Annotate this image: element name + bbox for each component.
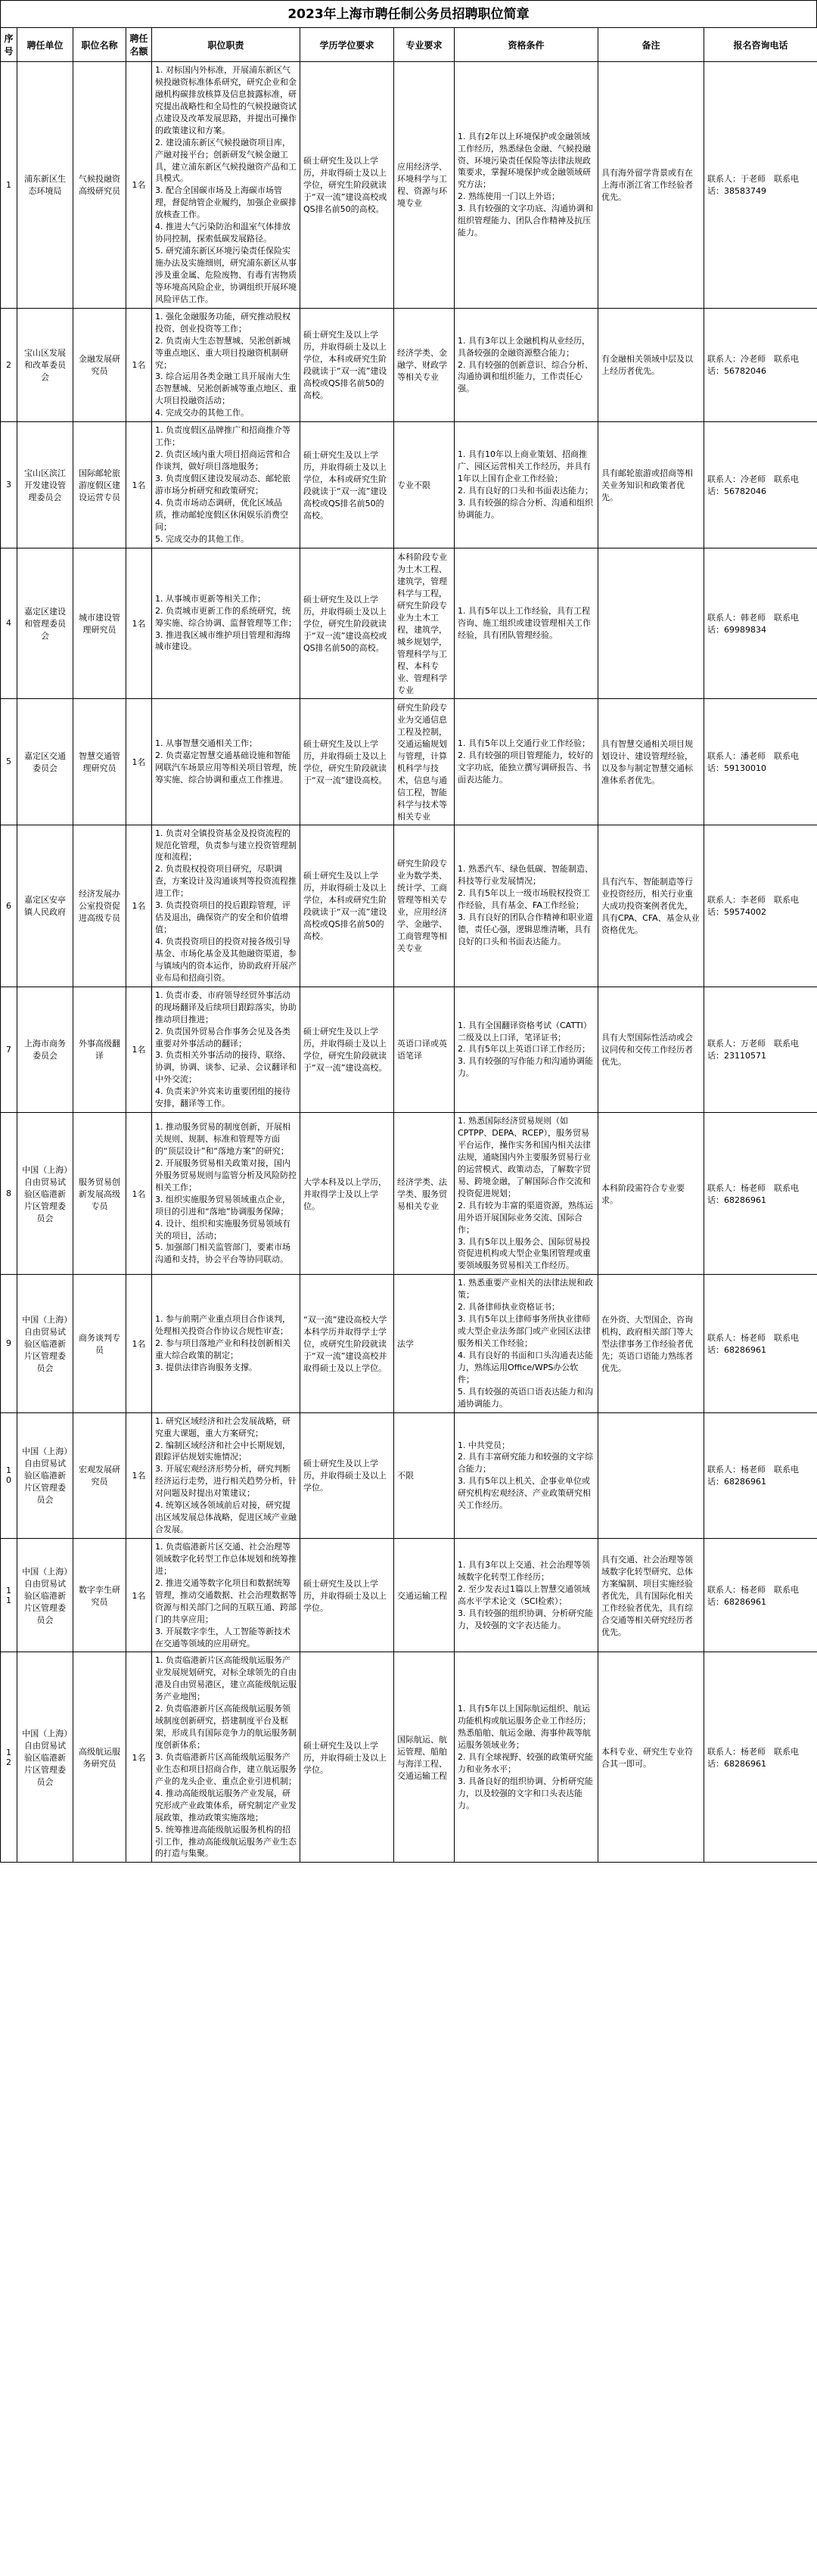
row-education: 硕士研究生及以上学历，并取得硕士及以上学位，研究生阶段就读于“双一流”建设高校。: [300, 987, 394, 1112]
row-remark: 具有大型国际性活动或会议同传和交传工作经历者优先。: [598, 987, 704, 1112]
row-phone: 联系人：杨老师 联系电话：68286961: [704, 1412, 817, 1538]
row-position: 城市建设管理研究员: [73, 548, 126, 698]
table-row: [1, 1652, 817, 1863]
row-position: 商务谈判专员: [73, 1275, 126, 1412]
table-row: [1, 422, 817, 548]
row-remark: [598, 1412, 704, 1538]
row-education: 硕士研究生及以上学历，并取得硕士及以上学位。: [300, 1412, 394, 1538]
row-major: 经济学类、金融学、财政学等相关专业: [394, 308, 455, 421]
row-no: 3: [1, 422, 17, 548]
row-no: 2: [1, 308, 17, 421]
row-phone: 联系人：杨老师 联系电话：68286961: [704, 1652, 817, 1863]
row-remark: 有金融相关领域中层及以上经历者优先。: [598, 308, 704, 421]
row-no: 5: [1, 698, 17, 825]
row-education: 硕士研究生及以上学历，并取得硕士及以上学位，研究生阶段就读于“双一流”建设高校或QS排名前50的高校。: [300, 62, 394, 309]
row-phone: 联系人：冷老师 联系电话：56782046: [704, 308, 817, 421]
header-count: 聘任名额: [126, 28, 152, 62]
row-position: 经济发展办公室投资促进高级专员: [73, 825, 126, 987]
row-count: 1名: [126, 987, 152, 1112]
row-no: 1: [1, 62, 17, 309]
row-education: 硕士研究生及以上学历，并取得硕士及以上学位，本科或研究生阶段就读于“双一流”建设高校或QS排名前50的高校。: [300, 308, 394, 421]
row-qualification: 1. 熟悉重要产业相关的法律法规和政策； 2. 具备律师执业资格证书； 3. 具有5年以上律师事务所执业律师或大型企业法务部门或产业园区法律服务相关工作经验； 4. 具有良好的书面和口头沟通表达能力，熟练运用Office/WPS办公软件； 5. 具有较强的英语口语表达能力和沟通协调能力。: [455, 1275, 598, 1412]
header-education: 学历学位要求: [300, 28, 394, 62]
row-position: 国际邮轮旅游度假区建设运营专员: [73, 422, 126, 548]
header-unit: 聘任单位: [17, 28, 73, 62]
row-count: 1名: [126, 825, 152, 987]
header-no: 序号: [1, 28, 17, 62]
row-major: 法学: [394, 1275, 455, 1412]
row-position: 气候投融资高级研究员: [73, 62, 126, 309]
row-unit: 嘉定区建设和管理委员会: [17, 548, 73, 698]
row-education: 硕士研究生及以上学历，并取得硕士及以上学位。: [300, 1539, 394, 1652]
table-row: [1, 987, 817, 1112]
row-qualification: 1. 熟悉汽车、绿色低碳、智能制造、科技等行业发展情况； 2. 具有5年以上一级市场股权投资工作经验，具有基金、FA工作经验； 3. 具有良好的团队合作精神和职业道德，责任心强，逻辑思维清晰，具有良好的口头和书面表达能力。: [455, 825, 598, 987]
row-position: 服务贸易创新发展高级专员: [73, 1113, 126, 1275]
row-position: 外事高级翻译: [73, 987, 126, 1112]
row-education: 硕士研究生及以上学历，并取得硕士及以上学位，研究生阶段就读于“双一流”建设高校。: [300, 698, 394, 825]
row-remark: 具有汽车、智能制造等行业投资经历，相关行业重大成功投资案例者优先，具有CPA、CFA、基金从业资格优先。: [598, 825, 704, 987]
table-row: [1, 825, 817, 987]
row-education: 大学本科及以上学历，并取得学士及以上学位。: [300, 1113, 394, 1275]
row-count: 1名: [126, 548, 152, 698]
row-unit: 上海市商务委员会: [17, 987, 73, 1112]
table-body: [1, 62, 817, 1863]
row-major: 应用经济学、环境科学与工程、资源与环境专业: [394, 62, 455, 309]
header-qualification: 资格条件: [455, 28, 598, 62]
row-remark: 具有交通、社会治理等领域数字化转型研究、总体方案编制、项目实施经验者优先，具有国际化相关工作经验者优先，具有综合交通等相关研究经历者优先。: [598, 1539, 704, 1652]
row-qualification: 1. 具有3年以上交通、社会治理等领域数字化转型工作经历； 2. 至少发表过1篇以上智慧交通领域高水平学术论文（SCI检索）； 3. 具有较强的组织协调、分析研究能力，及较强的文字表达能力。: [455, 1539, 598, 1652]
header-position: 职位名称: [73, 28, 126, 62]
row-unit: 中国（上海）自由贸易试验区临港新片区管理委员会: [17, 1113, 73, 1275]
row-unit: 中国（上海）自由贸易试验区临港新片区管理委员会: [17, 1652, 73, 1863]
row-phone: 联系人：李老师 联系电话：59574002: [704, 825, 817, 987]
row-phone: 联系人：韩老师 联系电话：69989834: [704, 548, 817, 698]
row-unit: 中国（上海）自由贸易试验区临港新片区管理委员会: [17, 1412, 73, 1538]
row-major: 研究生阶段专业为交通信息工程及控制，交通运输规划与管理，计算机科学与技术，信息与通信工程，智能科学与技术等相关专业: [394, 698, 455, 825]
row-duties: 1. 负责临港新片区交通、社会治理等领域数字化转型工作总体规划和统筹推进； 2. 推进交通等数字化项目和数据统筹管理，推动交通数据、社会治理数据等资源与相关部门之间的互联互通、跨部门的共享应用； 3. 开展数字孪生，人工智能等新技术在交通等领域的应用研究。: [152, 1539, 300, 1652]
row-qualification: 1. 具有5年以上国际航运组织、航运功能机构或航运服务企业工作经历；熟悉船舶、航运金融、海事仲裁等航运服务领域业务； 2. 具有全球视野、较强的政策研究能力和业务水平； 3. 具备良好的组织协调、分析研究能力，以及较强的文字和口头表达能力。: [455, 1652, 598, 1863]
row-no: 10: [1, 1412, 17, 1538]
row-qualification: 1. 具有10年以上商业策划、招商推广、园区运营相关工作经历，并具有1年以上国有企业工作经验； 2. 具有良好的口头和书面表达能力； 3. 具有较强的综合分析、沟通和组织协调能力。: [455, 422, 598, 548]
row-education: 硕士研究生及以上学历，并取得硕士及以上学位，本科或研究生阶段就读于“双一流”建设高校或QS排名前50的高校。: [300, 422, 394, 548]
row-remark: 具有邮轮旅游或招商等相关业务知识和政策者优先。: [598, 422, 704, 548]
row-position: 智慧交通管理研究员: [73, 698, 126, 825]
row-count: 1名: [126, 1412, 152, 1538]
header-major: 专业要求: [394, 28, 455, 62]
row-no: 6: [1, 825, 17, 987]
row-phone: 联系人：冷老师 联系电话：56782046: [704, 422, 817, 548]
row-unit: 嘉定区交通委员会: [17, 698, 73, 825]
row-duties: 1. 负责市委、市府领导经贸外事活动的现场翻译及后续项目跟踪落实，协助推动项目推进； 2. 负责国外贸易合作事务会见及各类重要对外事活动的翻译； 3. 负责相关外事活动的接待、联络、协调，协调、谈参、记录、会议翻译和中外交流； 4. 负责来沪外宾来访重要团组的接待安排，翻译等工作。: [152, 987, 300, 1112]
row-count: 1名: [126, 1652, 152, 1863]
row-duties: 1. 负责对全镇投资基金及投资流程的规范化管理，负责参与建立投资管理制度和流程； 2. 负责股权投资项目研究，尽职调查，方案设计及沟通谈判等投资流程推进工作； 3. 负责投资项目的投后跟踪管理，评估及退出，确保资产的安全和价值增值； 4. 负责投资项目的投资对接各级引导基金、市场化基金及其他融资渠道，参与镇域内的资本运作，协助政府开展产业布局和招商引资。: [152, 825, 300, 987]
row-qualification: 1. 中共党员； 2. 具有丰富研究能力和较强的文字综合能力； 3. 具有5年以上机关、企事业单位或研究机构宏观经济、产业政策研究相关工作经历。: [455, 1412, 598, 1538]
row-remark: 本科专业、研究生专业符合其一即可。: [598, 1652, 704, 1863]
row-qualification: 1. 具有2年以上环境保护或金融领域工作经历，熟悉绿色金融、气候投融资、环境污染责任保险等法律法规政策要求，掌握环境保护或金融领域研究方法； 2. 熟练使用一门以上外语； 3. 具有较强的文字功底、沟通协调和组织管理能力、团队合作精神及抗压能力。: [455, 62, 598, 309]
row-unit: 中国（上海）自由贸易试验区临港新片区管理委员会: [17, 1539, 73, 1652]
table-row: [1, 1113, 817, 1275]
row-remark: 本科阶段需符合专业要求。: [598, 1113, 704, 1275]
row-position: 数字孪生研究员: [73, 1539, 126, 1652]
row-major: 交通运输工程: [394, 1539, 455, 1652]
table-row: [1, 1412, 817, 1538]
row-phone: 联系人：杨老师 联系电话：68286961: [704, 1113, 817, 1275]
table-row: [1, 62, 817, 309]
row-unit: 宝山区发展和改革委员会: [17, 308, 73, 421]
row-no: 12: [1, 1652, 17, 1863]
row-unit: 中国（上海）自由贸易试验区临港新片区管理委员会: [17, 1275, 73, 1412]
row-duties: 1. 研究区域经济和社会发展战略，研究重大课题，重大方案研究； 2. 编制区域经济和社会中长期规划，跟踪评估规划实施情况； 3. 开展宏观经济形势分析，研究判断经济运行走势，进行相关趋势分析，针对问题及时提出对策建议； 4. 统筹区域各领域前后对接，研究提出区域发展总体战略，促进区域产业融合发展。: [152, 1412, 300, 1538]
row-major: 英语口译或英语笔译: [394, 987, 455, 1112]
row-duties: 1. 负责临港新片区高能级航运服务产业发展规划研究，对标全球领先的自由港及自由贸易港区，建立高能级航运服务产业地图； 2. 负责临港新片区高能级航运服务领域制度创新研究，搭建制度平台及框架，形成具有国际竞争力的航运服务制度创新体系； 3. 负责临港新片区高能级航运服务产业生态和项目招商合作，建立航运服务产业的龙头企业、重点企业引进机制； 4. 推动高能级航运服务产业发展，研究形成产业政策体系，研究制定产业发展政策，推动政策实施落地； 5. 统筹推进高能级航运服务机构的招引工作，推动高能级航运服务产业生态的打造与集聚。: [152, 1652, 300, 1863]
table-header-row: [1, 28, 817, 62]
row-position: 金融发展研究员: [73, 308, 126, 421]
row-position: 宏观发展研究员: [73, 1412, 126, 1538]
row-count: 1名: [126, 1539, 152, 1652]
row-major: 经济学类、法学类、服务贸易相关专业: [394, 1113, 455, 1275]
row-no: 11: [1, 1539, 17, 1652]
row-unit: 宝山区滨江开发建设管理委员会: [17, 422, 73, 548]
row-education: 硕士研究生及以上学历，并取得硕士及以上学位，研究生阶段就读于“双一流”建设高校或QS排名前50的高校。: [300, 548, 394, 698]
header-remark: 备注: [598, 28, 704, 62]
row-qualification: 1. 具有3年以上金融机构从业经历，具备较强的金融资源整合能力； 2. 具有较强的创新意识、综合分析、沟通协调和组织能力，工作责任心强。: [455, 308, 598, 421]
row-major: 专业不限: [394, 422, 455, 548]
row-qualification: 1. 具有5年以上工作经验，具有工程咨询、施工组织或建设管理相关工作经验，具有团队管理经验。: [455, 548, 598, 698]
row-no: 8: [1, 1113, 17, 1275]
row-no: 4: [1, 548, 17, 698]
row-phone: 联系人：潘老师 联系电话：59130010: [704, 698, 817, 825]
row-remark: [598, 548, 704, 698]
row-duties: 1. 从事城市更新等相关工作； 2. 负责城市更新工作的系统研究，统筹实施、综合协调、监督管理等工作； 3. 推进我区城市维护项目管理和海绵城市建设。: [152, 548, 300, 698]
table-row: [1, 698, 817, 825]
row-count: 1名: [126, 422, 152, 548]
table-row: [1, 548, 817, 698]
row-phone: 联系人：于老师 联系电话：38583749: [704, 62, 817, 309]
header-phone: 报名咨询电话: [704, 28, 817, 62]
row-unit: 嘉定区安亭镇人民政府: [17, 825, 73, 987]
table-row: [1, 1275, 817, 1412]
row-remark: 具有海外留学背景或有在上海市浙江省工作经验者优先。: [598, 62, 704, 309]
row-unit: 浦东新区生态环境局: [17, 62, 73, 309]
row-count: 1名: [126, 698, 152, 825]
row-duties: 1. 从事智慧交通相关工作； 2. 负责嘉定智慧交通基础设施和智能网联汽车场景应用等相关项目管理，统筹实施、综合协调和重点工作推进。: [152, 698, 300, 825]
row-duties: 1. 对标国内外标准，开展浦东新区气候投融资标准体系研究，研究企业和金融机构碳排放核算及信息披露标准，研究提出战略性和全局性的气候投融资试点建设及改革发展思路，并提出可操作的政策建议和方案。 2. 建设浦东新区气候投融资项目库，产融对接平台；创新研发气候金融工具，建立浦东新区气候投融资产品和工具模式。 3. 配合全国碳市场及上海碳市场管理，督促纳管企业履约，加强企业碳排放核查工作。 4. 推进大气污染防治和温室气体排放协同控制，探索低碳发展路径。 5. 研究浦东新区环境污染责任保险实施办法及实施细则，研究浦东新区从事涉及重金属、危险废物、有毒有害物质等环境高风险企业，协调组织开展环境风险评估工作。: [152, 62, 300, 309]
row-no: 7: [1, 987, 17, 1112]
positions-table: [0, 27, 817, 1863]
row-remark: 在外资、大型国企、咨询机构、政府相关部门等大型法律事务工作经验者优先；英语口语能力熟练者优先。: [598, 1275, 704, 1412]
row-count: 1名: [126, 1275, 152, 1412]
row-education: 硕士研究生及以上学历，并取得硕士及以上学位。: [300, 1652, 394, 1863]
row-duties: 1. 负责度假区品牌推广和招商推介等工作； 2. 负责区域内重大项目招商运营和合作谈判，做好项目落地服务； 3. 负责度假区建设发展动态、邮轮旅游市场分析研究和政策研究； 4. 负责市场动态调研，优化区域品质，推动邮轮度假区休闲娱乐消费空间； 5. 完成交办的其他工作。: [152, 422, 300, 548]
row-education: 硕士研究生及以上学历，并取得硕士及以上学位，本科或研究生阶段就读于“双一流”建设高校或QS排名前50的高校。: [300, 825, 394, 987]
row-phone: 联系人：万老师 联系电话：23110571: [704, 987, 817, 1112]
row-major: 研究生阶段专业为数学类、统计学、工商管理等相关专业，应用经济学、金融学、工商管理等相关专业: [394, 825, 455, 987]
row-qualification: 1. 具有全国翻译资格考试（CATTI）二级及以上口译，笔译证书； 2. 具有5年以上英语口译工作经历； 3. 具有较强的写作能力和沟通协调能力。: [455, 987, 598, 1112]
table-row: [1, 308, 817, 421]
row-qualification: 1. 熟悉国际经济贸易规则（如CPTPP、DEPA、RCEP），服务贸易平台运作，操作实务和国内相关法律法规，通晓国内外主要服务贸易行业的运营模式、政策动态，了解数字贸易、跨境金融，了解国际合作交流和投资促进规划； 2. 具有较为丰富的渠道资源，熟练运用外语开展国际业务交流、国际合作； 3. 具有5年以上服务会、国际贸易投资促进机构或大型企业集团管理或重要领域服务贸易相关工作经历。: [455, 1113, 598, 1275]
row-phone: 联系人：杨老师 联系电话：68286961: [704, 1539, 817, 1652]
row-position: 高级航运服务研究员: [73, 1652, 126, 1863]
row-major: 不限: [394, 1412, 455, 1538]
row-count: 1名: [126, 1113, 152, 1275]
row-duties: 1. 推动服务贸易的制度创新，开展相关规则、规制、标准和管理等方面的“顶层设计”和“落地方案”的研究； 2. 开展服务贸易相关政策对接，国内外服务贸易规则与监管分析及风险防控相关工作； 3. 组织实施服务贸易领域重点企业，项目的引进和“落地”协调服务保障； 4. 设计、组织和实施服务贸易领域有关的项目，活动； 5. 加强部门相关监管部门，要素市场沟通和支持，协会平台等协同联动。: [152, 1113, 300, 1275]
row-no: 9: [1, 1275, 17, 1412]
table-row: [1, 1539, 817, 1652]
row-remark: 具有智慧交通相关项目规划设计、建设管理经验，以及参与制定智慧交通标准体系者优先。: [598, 698, 704, 825]
row-major: 本科阶段专业为土木工程、建筑学，管理科学与工程，研究生阶段专业为土木工程，建筑学，城乡规划学，管理科学与工程、本科专业、管理科学专业: [394, 548, 455, 698]
row-count: 1名: [126, 308, 152, 421]
row-major: 国际航运、航运管理、船舶与海洋工程、交通运输工程: [394, 1652, 455, 1863]
row-count: 1名: [126, 62, 152, 309]
row-duties: 1. 参与前期产业重点项目合作谈判，处理相关投资合作协议合规性审查； 2. 参与项目落地产业和科技创新相关重大综合政策的制定； 3. 提供法律咨询服务支撑。: [152, 1275, 300, 1412]
row-education: “双一流”建设高校大学本科学历并取得学士学位，或研究生阶段就读于“双一流”建设高校并取得硕士及以上学位。: [300, 1275, 394, 1412]
row-phone: 联系人：杨老师 联系电话：68286961: [704, 1275, 817, 1412]
header-duties: 职位职责: [152, 28, 300, 62]
row-duties: 1. 强化金融服务功能，研究推动股权投资、创业投资等工作； 2. 负责南大生态智慧城、吴淞创新城等重点地区、重大项目投融资机制研究； 3. 综合运用各类金融工具开展南大生态智慧城、吴淞创新城等重点地区、重大项目投融资活动； 4. 完成交办的其他工作。: [152, 308, 300, 421]
document-title: 2023年上海市聘任制公务员招聘职位简章: [0, 0, 817, 27]
row-qualification: 1. 具有5年以上交通行业工作经验； 2. 具有较强的项目管理能力，较好的文字功底，能独立撰写调研报告、书面表达能力。: [455, 698, 598, 825]
